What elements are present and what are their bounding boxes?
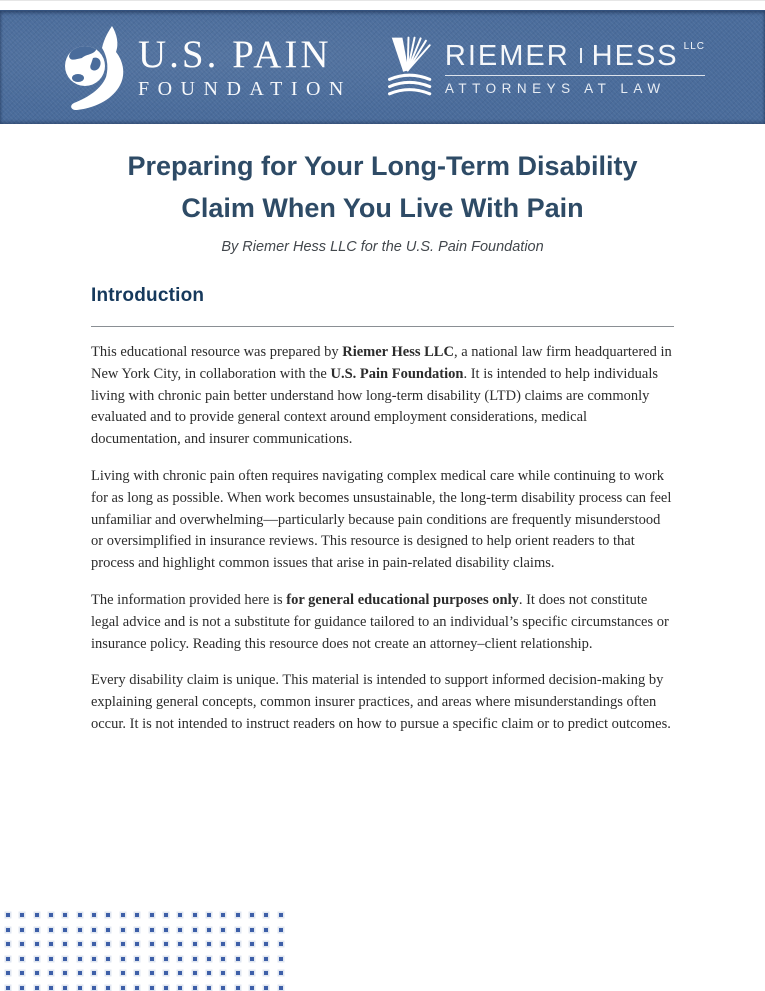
- grid-dot: [106, 971, 110, 975]
- paragraph-1: [91, 342, 674, 451]
- text-segment: The information provided here is: [91, 591, 287, 608]
- grid-dot: [20, 986, 24, 990]
- us-pain-name: U.S. PAIN: [137, 32, 332, 76]
- grid-dot: [6, 957, 10, 961]
- riemer-hess-name: [445, 40, 705, 72]
- grid-dot: [264, 942, 268, 946]
- grid-dot: [279, 942, 283, 946]
- text-segment: Living with chronic pain often requires navigating complex medical care while continuing to work for as long as possible. When work becomes unsustainable, the long-term disability process can feel unfamiliar and overwhelming—particularly because pain conditions are frequently misunderstood or oversimplified in insurance reviews. This resource is designed to help orient readers to that process and highlight common issues that arise in pain-related disability claims.: [91, 467, 672, 572]
- hess-text: HESS: [591, 39, 679, 72]
- grid-dot: [78, 971, 82, 975]
- text-segment: , a national law firm headquartered in New York City, in collaboration with the: [91, 344, 672, 382]
- grid-dot: [264, 928, 268, 932]
- grid-dot: [264, 986, 268, 990]
- grid-dot: [49, 986, 53, 990]
- grid-dot: [221, 928, 225, 932]
- grid-dot: [20, 942, 24, 946]
- grid-dot: [63, 957, 67, 961]
- grid-dot: [49, 913, 53, 917]
- text-segment-bold: U.S. Pain Foundation: [330, 365, 464, 382]
- grid-dot: [250, 957, 254, 961]
- grid-dot: [264, 913, 268, 917]
- grid-dot: [164, 928, 168, 932]
- grid-dot: [279, 928, 283, 932]
- grid-dot: [92, 986, 96, 990]
- grid-dot: [221, 986, 225, 990]
- grid-dot: [121, 971, 125, 975]
- paragraph-3: [91, 590, 674, 655]
- grid-dot: [78, 913, 82, 917]
- grid-dot: [35, 913, 39, 917]
- grid-dot: [150, 986, 154, 990]
- text-segment: Every disability claim is unique. This material is intended to support informed decision-making by explaining general concepts, common insurer practices, and areas where misunderstandings often occur. It is not intended to instruct readers on how to pursue a specific claim or to predict outcomes.: [91, 672, 671, 732]
- grid-dot: [207, 971, 211, 975]
- grid-dot: [121, 942, 125, 946]
- grid-dot: [78, 957, 82, 961]
- grid-dot: [178, 928, 182, 932]
- grid-dot: [106, 986, 110, 990]
- grid-dot: [250, 928, 254, 932]
- grid-dot: [164, 971, 168, 975]
- grid-dot: [6, 986, 10, 990]
- grid-dot: [35, 957, 39, 961]
- riemer-hess-logo: [388, 36, 705, 100]
- grid-dot: [236, 942, 240, 946]
- text-segment-bold: Riemer Hess LLC: [342, 344, 454, 360]
- llc-suffix: LLC: [683, 40, 706, 52]
- grid-dot: [35, 986, 39, 990]
- grid-dot: [35, 928, 39, 932]
- grid-dot: [78, 928, 82, 932]
- grid-dot: [236, 986, 240, 990]
- grid-dot: [178, 942, 182, 946]
- grid-dot: [207, 986, 211, 990]
- grid-dot: [121, 913, 125, 917]
- grid-dot: [92, 928, 96, 932]
- grid-dot: [207, 942, 211, 946]
- grid-dot: [207, 928, 211, 932]
- grid-dot: [92, 971, 96, 975]
- grid-dot: [20, 957, 24, 961]
- grid-dot: [6, 928, 10, 932]
- globe-swoosh-icon: [60, 24, 128, 112]
- riemer-hess-logo-text: [445, 40, 705, 96]
- title-line-2: Claim When You Live With Pain: [181, 193, 584, 223]
- grid-dot: [20, 928, 24, 932]
- grid-dot: [78, 942, 82, 946]
- paragraph-2: [91, 466, 674, 575]
- grid-dot: [264, 971, 268, 975]
- riemer-text: RIEMER: [444, 39, 570, 72]
- grid-dot: [264, 957, 268, 961]
- grid-dot: [135, 913, 139, 917]
- us-pain-logo-text: [137, 32, 352, 101]
- grid-dot: [221, 957, 225, 961]
- grid-dot: [92, 942, 96, 946]
- grid-dot: [193, 957, 197, 961]
- grid-dot: [121, 957, 125, 961]
- us-pain-foundation-word: FOUNDATION: [137, 77, 352, 100]
- grid-dot: [207, 913, 211, 917]
- grid-dot: [78, 986, 82, 990]
- grid-dot: [250, 942, 254, 946]
- grid-dot: [135, 986, 139, 990]
- grid-dot: [150, 957, 154, 961]
- grid-dot: [236, 928, 240, 932]
- grid-dot: [193, 928, 197, 932]
- grid-dot: [49, 928, 53, 932]
- grid-dot: [92, 957, 96, 961]
- grid-dot: [135, 928, 139, 932]
- grid-dot: [63, 986, 67, 990]
- grid-dot: [164, 957, 168, 961]
- grid-dot: [6, 913, 10, 917]
- grid-dot: [63, 942, 67, 946]
- grid-dot: [6, 942, 10, 946]
- grid-dot: [279, 986, 283, 990]
- title-line-1: Preparing for Your Long-Term Disability: [127, 151, 638, 181]
- grid-dot: [35, 942, 39, 946]
- grid-dot: [121, 986, 125, 990]
- grid-dot: [193, 913, 197, 917]
- grid-dot: [49, 971, 53, 975]
- grid-dot: [193, 942, 197, 946]
- text-segment: This educational resource was prepared by: [91, 344, 343, 360]
- grid-dot: [279, 957, 283, 961]
- grid-dot: [236, 957, 240, 961]
- page-title: [91, 145, 674, 229]
- section-divider: [91, 326, 674, 327]
- grid-dot: [63, 913, 67, 917]
- grid-dot: [236, 913, 240, 917]
- text-segment-bold: for general educational purposes only: [286, 591, 519, 608]
- grid-dot: [135, 957, 139, 961]
- grid-dot: [49, 957, 53, 961]
- grid-dot: [207, 957, 211, 961]
- grid-dot: [221, 913, 225, 917]
- grid-dot: [150, 913, 154, 917]
- header-banner: [0, 10, 765, 124]
- section-heading-introduction: Introduction: [91, 285, 205, 306]
- grid-dot: [236, 971, 240, 975]
- grid-dot: [250, 913, 254, 917]
- grid-dot: [150, 942, 154, 946]
- grid-dot: [49, 942, 53, 946]
- grid-dot: [193, 971, 197, 975]
- grid-dot: [20, 913, 24, 917]
- grid-dot: [20, 971, 24, 975]
- grid-dot: [35, 971, 39, 975]
- logo-separator-bar: [580, 48, 582, 63]
- grid-dot: [279, 971, 283, 975]
- grid-dot: [221, 971, 225, 975]
- grid-dot: [250, 986, 254, 990]
- paragraph-4: [91, 670, 674, 735]
- grid-dot: [63, 971, 67, 975]
- grid-dot: [6, 971, 10, 975]
- grid-dot: [121, 928, 125, 932]
- us-pain-foundation-logo: [60, 24, 352, 112]
- grid-dot: [221, 942, 225, 946]
- grid-dot: [178, 957, 182, 961]
- logo-divider-line: [445, 75, 705, 76]
- grid-dot: [106, 928, 110, 932]
- text-segment: . It does not constitute legal advice and is not a substitute for guidance tailored to an individual’s specific circumstances or insurance policy. Reading this resource does not create an attorney–client relationship.: [91, 591, 669, 652]
- grid-dot: [178, 971, 182, 975]
- fan-book-icon: [388, 36, 432, 100]
- grid-dot: [92, 913, 96, 917]
- dot-grid: [6, 913, 298, 991]
- grid-dot: [164, 913, 168, 917]
- grid-dot: [63, 928, 67, 932]
- grid-dot: [106, 913, 110, 917]
- grid-dot: [106, 957, 110, 961]
- byline: By Riemer Hess LLC for the U.S. Pain Foundation: [221, 239, 544, 255]
- attorneys-tagline: ATTORNEYS AT LAW: [444, 80, 666, 96]
- grid-dot: [164, 942, 168, 946]
- grid-dot: [150, 928, 154, 932]
- text-segment: . It is intended to help individuals living with chronic pain better understand how long-term disability (LTD) claims are commonly evaluated and to provide general context around employment considerations, medical documentation, and insurer communications.: [91, 365, 658, 448]
- grid-dot: [135, 942, 139, 946]
- grid-dot: [135, 971, 139, 975]
- grid-dot: [164, 986, 168, 990]
- grid-dot: [250, 971, 254, 975]
- grid-dot: [178, 913, 182, 917]
- grid-dot: [193, 986, 197, 990]
- grid-dot: [178, 986, 182, 990]
- grid-dot: [279, 913, 283, 917]
- grid-dot: [106, 942, 110, 946]
- document-body: [0, 123, 765, 736]
- grid-dot: [150, 971, 154, 975]
